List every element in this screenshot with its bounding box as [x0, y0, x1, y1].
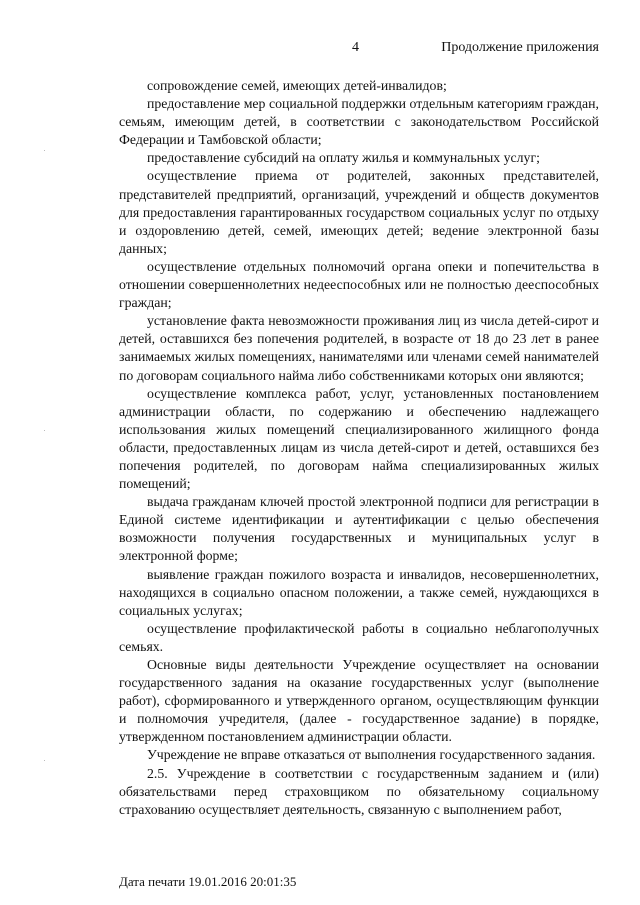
page-number: 4: [352, 40, 359, 55]
paragraph: Основные виды деятельности Учреждение осуществляет на основании государственного задания на оказание государственных услуг (выполнение работ), сформированного и утвержденного органом, осуществляющим функции и полномочия учредителя, (далее - государственное задание) в порядке, утвержденном постановлением администрации области.: [119, 657, 599, 745]
document-body: [119, 77, 599, 819]
scan-speck: [44, 430, 45, 431]
paragraph: выявление граждан пожилого возраста и инвалидов, несовершеннолетних, находящихся в социально опасном положении, а также семей, нуждающихся в социальных услугах;: [119, 566, 599, 618]
paragraph: сопровождение семей, имеющих детей-инвалидов;: [147, 78, 447, 93]
paragraph: осуществление отдельных полномочий органа опеки и попечительства в отношении совершеннолетних недееспособных или не полностью дееспособных граждан;: [119, 258, 599, 311]
scan-speck: [44, 760, 45, 761]
paragraph: 2.5. Учреждение в соответствии с государственным заданием и (или) обязательствами перед страховщиком по обязательному социальному страхованию осуществляет деятельность, связанную с выполнением работ,: [119, 765, 599, 817]
page-header: [0, 40, 640, 62]
paragraph: выдача гражданам ключей простой электронной подписи для регистрации в Единой системе идентификации и аутентификации с целью обеспечения возможности получения государственных и муниципальных услуг в электронной форме;: [119, 494, 599, 564]
paragraph: осуществление комплекса работ, услуг, установленных постановлением администрации области, по содержанию и обеспечению надлежащего использования жилых помещений специализированного жилищного фонда области, предоставленных лицам из числа детей-сирот и детей, оставшихся без попечения родителей, по договорам найма специализированных жилых помещений;: [119, 385, 599, 492]
print-date: Дата печати 19.01.2016 20:01:35: [119, 874, 297, 889]
paragraph: предоставление мер социальной поддержки отдельным категориям граждан, семьям, имеющим детей, в соответствии с законодательством Российской Федерации и Тамбовской области;: [119, 96, 599, 148]
paragraph: осуществление профилактической работы в социально неблагополучных семьях.: [119, 620, 599, 654]
paragraph: предоставление субсидий на оплату жилья и коммунальных услуг;: [147, 150, 540, 166]
paragraph: осуществление приема от родителей, законных представителей, представителей предприятий, организаций, учреждений и обществ документов для предоставления гарантированных государством социальных услуг по отдыху и оздоровлению детей, семей, имеющих детей; ведение электронной базы данных;: [119, 168, 599, 256]
scan-speck: [44, 150, 45, 151]
paragraph: Учреждение не вправе отказаться от выполнения государственного задания.: [147, 747, 596, 763]
continuation-label: Продолжение приложения: [441, 40, 599, 55]
paragraph: установление факта невозможности проживания лиц из числа детей-сирот и детей, оставшихся без попечения родителей, в возрасте от 18 до 23 лет в ранее занимаемых жилых помещениях, нанимателями или членами семей нанимателей по договорам социального найма либо собственниками которых они являются;: [119, 313, 599, 383]
